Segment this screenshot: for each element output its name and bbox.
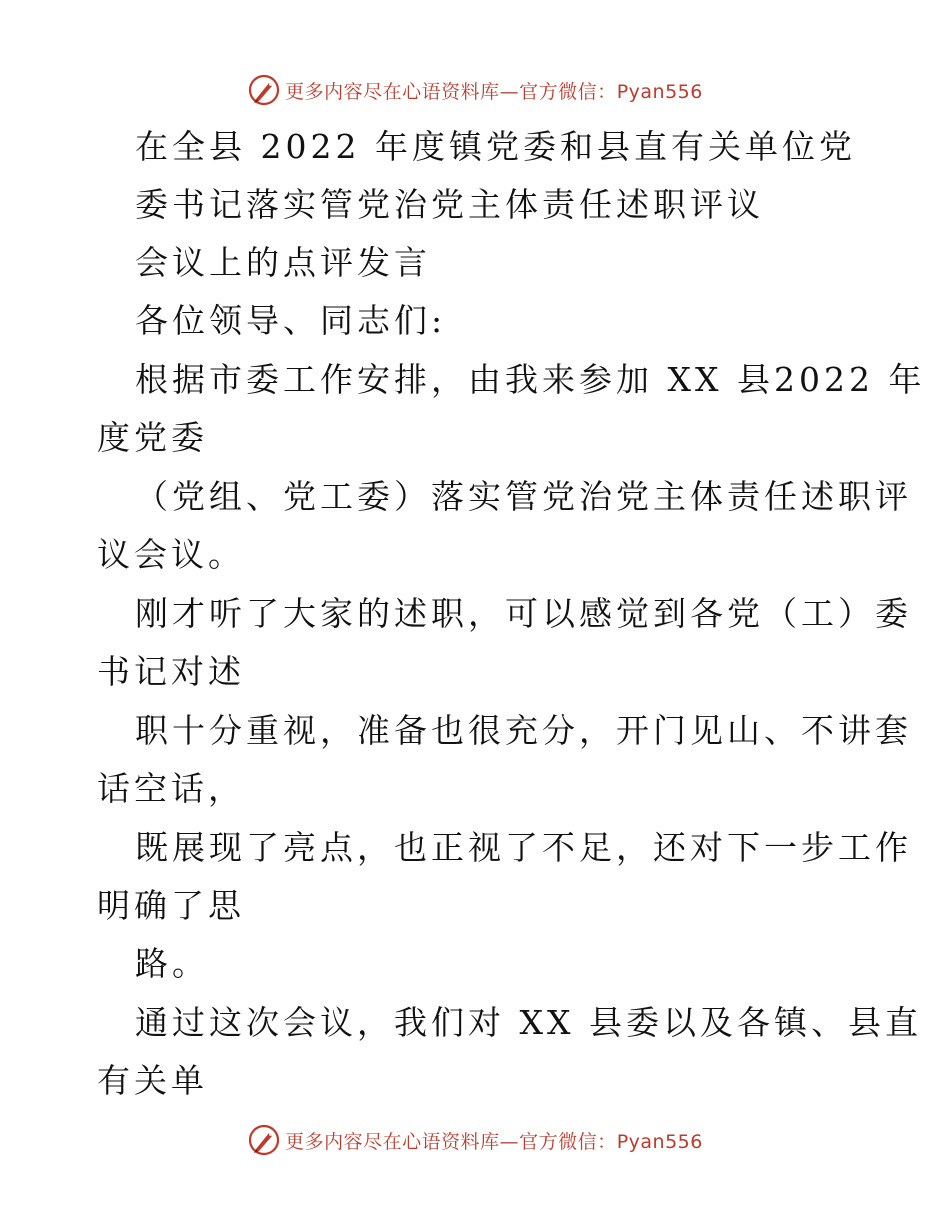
watermark-text: 更多内容尽在心语资料库 [285,1130,500,1153]
watermark-wechat-id: Pyan556 [616,1130,703,1153]
watermark-text: 更多内容尽在心语资料库 [285,80,500,103]
paragraph-line: 有关单 [97,1061,208,1100]
watermark-separator: — [499,80,520,103]
title-line-2: 委书记落实管党治党主体责任述职评议 [135,185,764,224]
title-line-1: 在全县 2022 年度镇党委和县直有关单位党 [135,127,856,166]
paragraph-line: 明确了思 [97,886,245,925]
paragraph-line: 议会议。 [97,535,245,574]
paragraph-line: 路。 [135,944,209,983]
watermark-separator: — [499,1130,520,1153]
watermark-wechat-label: 官方微信： [519,1130,617,1153]
paragraph-line: 度党委 [97,418,208,457]
watermark-wechat-label: 官方微信： [519,80,617,103]
pen-logo-icon [247,73,281,107]
paragraph-line: 根据市委工作安排，由我来参加 XX 县2022 年 [135,360,926,399]
paragraph-line: 书记对述 [97,652,245,691]
paragraph-line: 刚才听了大家的述职，可以感觉到各党（工）委 [135,594,912,633]
paragraph-line: 通过这次会议，我们对 XX 县委以及各镇、县直 [135,1003,922,1042]
salutation: 各位领导、同志们: [135,301,447,340]
title-line-3: 会议上的点评发言 [135,243,431,282]
paragraph-line: （党组、党工委）落实管党治党主体责任述职评 [135,477,912,516]
paragraph-line: 话空话， [97,769,245,808]
paragraph-line: 既展现了亮点，也正视了不足，还对下一步工作 [135,828,912,867]
footer-watermark [0,1120,950,1160]
paragraph-line: 职十分重视，准备也很充分，开门见山、不讲套 [135,711,912,750]
watermark-wechat-id: Pyan556 [616,80,703,103]
pen-logo-icon [247,1123,281,1157]
header-watermark [0,70,950,110]
